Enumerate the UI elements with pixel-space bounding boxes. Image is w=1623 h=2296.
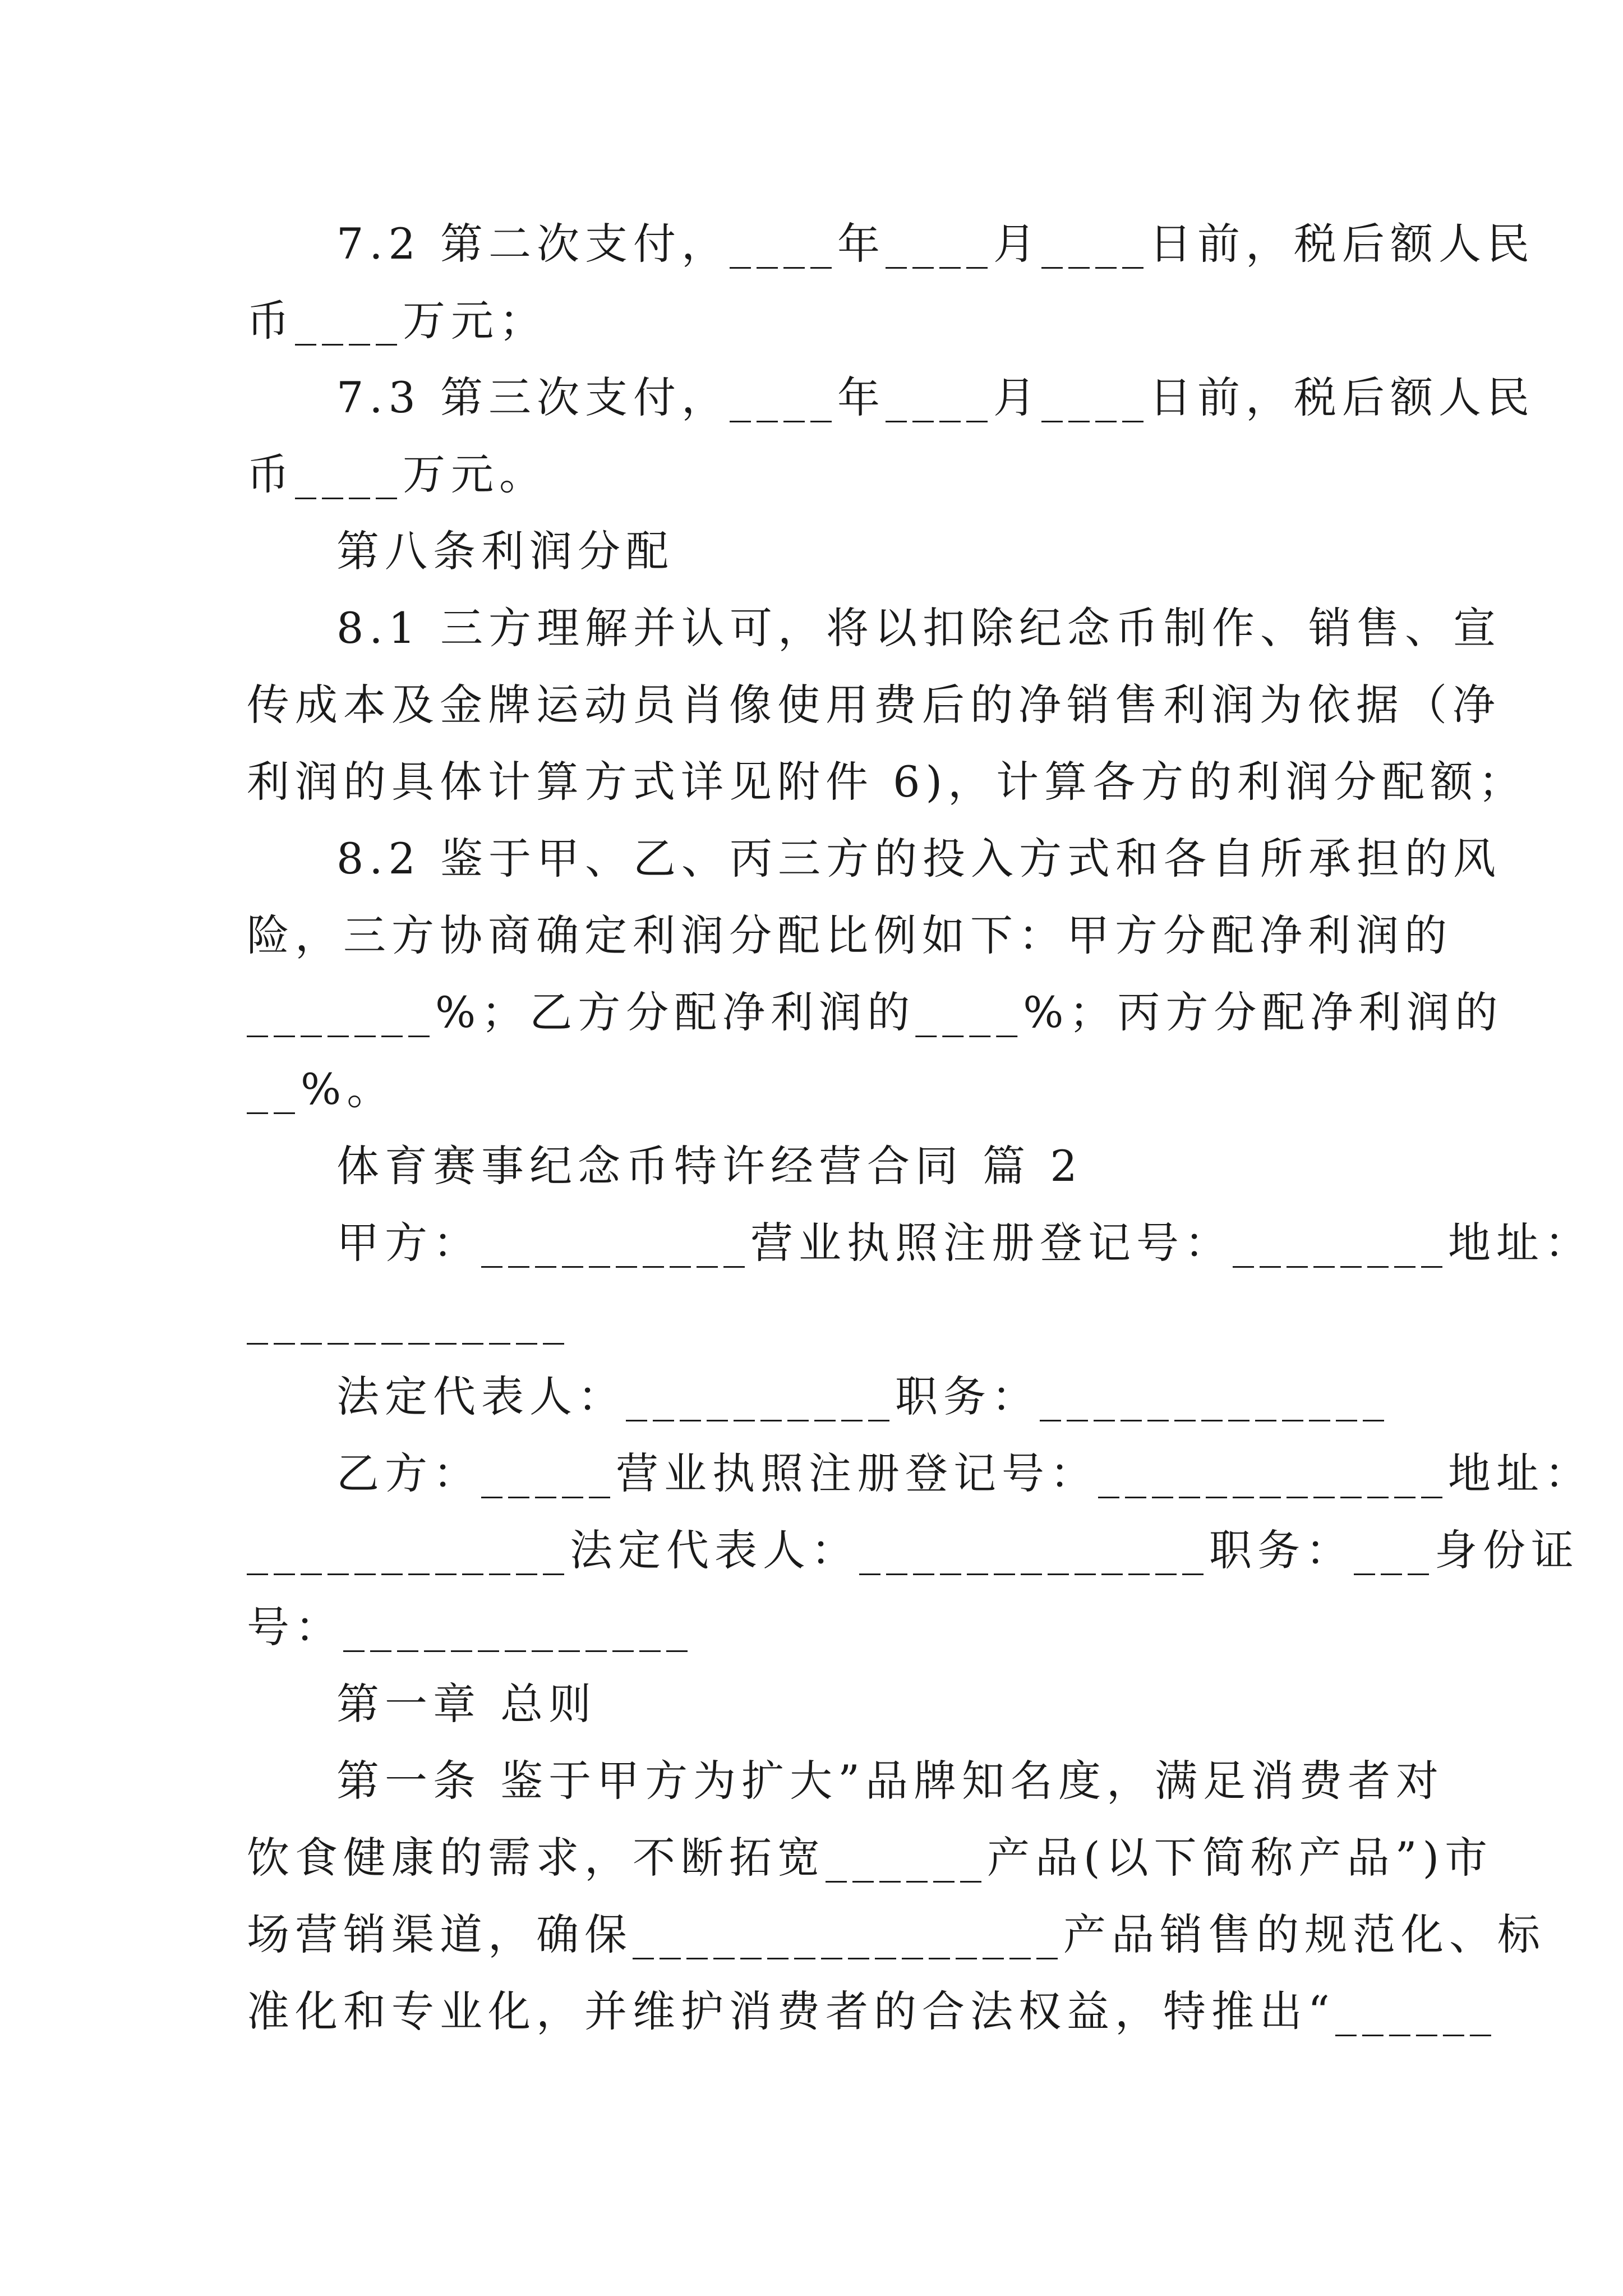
party-a-line-2: ____________ [247, 1295, 570, 1345]
article-1-line-3: 场营销渠道，确保________________产品销售的规范化、标 [247, 1910, 1546, 1959]
clause-8-2-line-3: _______%；乙方分配净利润的____%；丙方分配净利润的 [247, 987, 1504, 1037]
contract-title: 体育赛事纪念币特许经营合同 篇 2 [336, 1141, 1083, 1191]
clause-7-3-line-2: 币____万元。 [247, 449, 547, 499]
article-1-line-2: 饮食健康的需求，不断拓宽______产品(以下简称产品”)市 [247, 1833, 1493, 1883]
clause-8-1-line-2: 传成本及金牌运动员肖像使用费后的净销售利润为依据（净 [247, 680, 1501, 730]
party-b-line-2: ____________法定代表人：_____________职务：___身份证 [247, 1525, 1579, 1575]
party-a-line-1: 甲方：__________营业执照注册登记号：________地址： [336, 1218, 1593, 1268]
clause-8-2-line-4: __%。 [247, 1064, 395, 1114]
article-1-line-1: 第一条 鉴于甲方为扩大”品牌知名度，满足消费者对 [336, 1756, 1445, 1806]
article-1-line-4: 准化和专业化，并维护消费者的合法权益，特推出“______ [247, 1986, 1497, 2036]
party-b-line-1: 乙方：_____营业执照注册登记号：_____________地址： [336, 1448, 1593, 1498]
clause-7-2-line-2: 币____万元； [247, 296, 547, 346]
chapter-1-heading: 第一章 总则 [336, 1679, 597, 1729]
party-b-line-3: 号：_____________ [247, 1602, 693, 1652]
clause-8-1-line-3: 利润的具体计算方式详见附件 6)，计算各方的利润分配额； [247, 757, 1527, 807]
clause-8-2-line-2: 险，三方协商确定利润分配比例如下：甲方分配净利润的 [247, 910, 1453, 960]
clause-7-2-line-1: 7.2 第二次支付，____年____月____日前，税后额人民 [336, 219, 1536, 269]
article-8-heading: 第八条利润分配 [336, 526, 674, 576]
clause-7-3-line-1: 7.3 第三次支付，____年____月____日前，税后额人民 [336, 372, 1536, 422]
clause-8-2-line-1: 8.2 鉴于甲、乙、丙三方的投入方式和各自所承担的风 [336, 834, 1502, 884]
party-a-legal-rep: 法定代表人：__________职务：_____________ [336, 1372, 1390, 1421]
clause-8-1-line-1: 8.1 三方理解并认可，将以扣除纪念币制作、销售、宣 [336, 603, 1502, 653]
